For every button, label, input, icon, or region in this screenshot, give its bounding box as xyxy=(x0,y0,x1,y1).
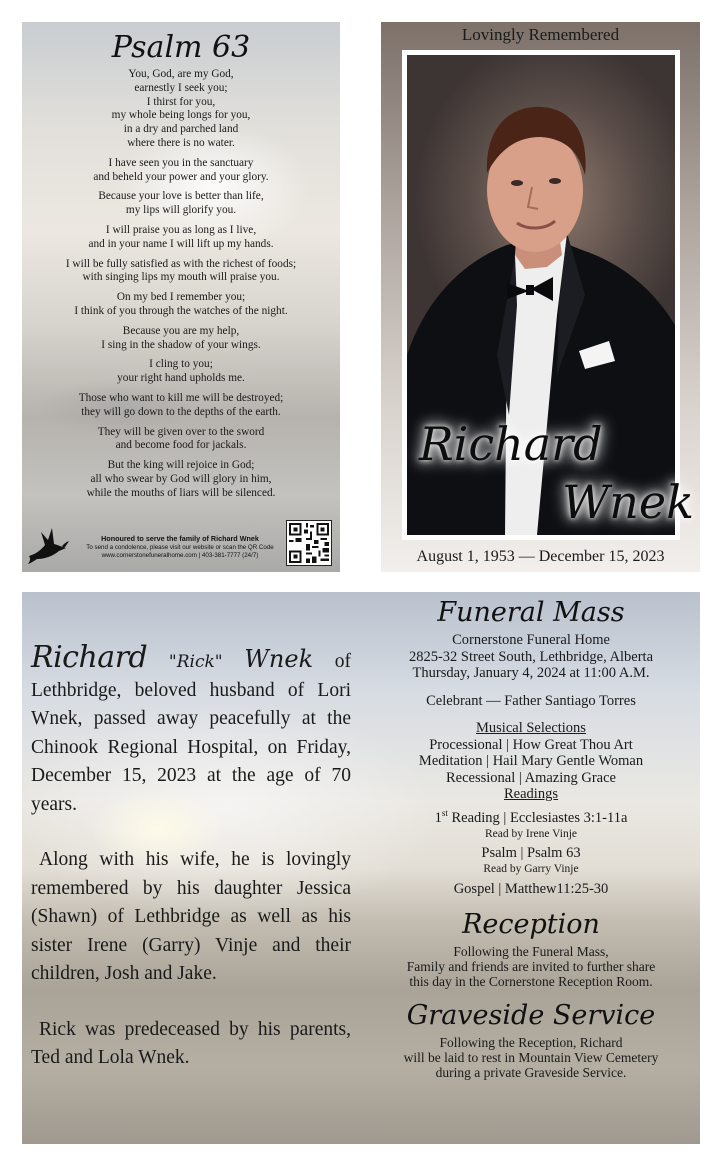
psalm-line: and in your name I will lift up my hands. xyxy=(88,237,274,250)
photo-card xyxy=(381,22,700,572)
psalm-line: Because you are my help, xyxy=(122,324,240,337)
psalm-stanza xyxy=(28,68,334,151)
psalm-line: I think of you through the watches of the night. xyxy=(74,304,288,317)
portrait-photo xyxy=(407,55,695,535)
psalm-line: I sing in the shadow of your wings. xyxy=(101,338,261,351)
psalm-stanza xyxy=(28,392,334,420)
psalm-line: But the king will rejoice in God; xyxy=(107,459,255,472)
psalm-line: I will praise you as long as I live, xyxy=(105,223,257,236)
processional: Processional | How Great Thou Art xyxy=(429,736,633,753)
meditation: Meditation | Hail Mary Gentle Woman xyxy=(418,753,644,769)
gospel-reading: Gospel | Matthew11:25-30 xyxy=(453,881,609,898)
psalm-stanza xyxy=(28,459,334,500)
psalm-line: earnestly I seek you; xyxy=(134,81,228,94)
life-dates: August 1, 1953 — December 15, 2023 xyxy=(416,548,665,565)
psalm-line: all who swear by God will glory in him, xyxy=(90,472,272,485)
funeral-home-credit xyxy=(74,535,286,560)
recessional: Recessional | Amazing Grace xyxy=(446,769,616,786)
first-reading xyxy=(372,805,690,826)
psalm-line: my whole being longs for you, xyxy=(111,109,251,122)
psalm-line: in a dry and parched land xyxy=(123,123,239,136)
psalm-card xyxy=(22,22,340,572)
funeral-mass-heading: Funeral Mass xyxy=(437,597,625,628)
psalm-stanza xyxy=(28,325,334,353)
psalm-reading-reader: Read by Garry Vinje xyxy=(483,863,579,876)
first-reading-reader: Read by Irene Vinje xyxy=(484,827,578,840)
psalm-line: You, God, are my God, xyxy=(128,68,234,80)
psalm-stanza xyxy=(28,224,334,252)
psalm-line: and beheld your power and your glory. xyxy=(93,170,269,183)
reception-line: this day in the Cornerstone Reception Room. xyxy=(409,973,653,989)
name-last-script: Wnek xyxy=(562,475,695,529)
psalm-line: Because your love is better than life, xyxy=(98,190,264,203)
condolence-note: To send a condolence, please visit our website or scan the QR Code xyxy=(86,544,274,551)
obituary-text xyxy=(31,640,351,1100)
psalm-line: they will go down to the depths of the earth. xyxy=(81,405,281,418)
psalm-line: They will be given over to the sword xyxy=(97,425,265,438)
name-first-script: Richard xyxy=(419,417,603,471)
readings-heading: Readings xyxy=(504,786,558,802)
address: 2825-32 Street South, Lethbridge, Alberta xyxy=(408,648,654,665)
honour-title: Honoured to serve the family of Richard Wnek xyxy=(101,534,259,543)
psalm-line: I will be fully satisfied as with the richest of foods; xyxy=(65,257,297,270)
contact-line: www.cornerstonefuneralhome.com | 403-381-7777 (24/7) xyxy=(101,552,259,559)
first-reading-ordinal: 1 xyxy=(434,809,442,826)
service-details xyxy=(372,594,690,1080)
service-datetime: Thursday, January 4, 2024 at 11:00 A.M. xyxy=(412,665,650,681)
reception-line: Family and friends are invited to further share xyxy=(406,958,656,974)
graveside-line: Following the Reception, Richard xyxy=(439,1034,623,1050)
psalm-title: Psalm 63 xyxy=(111,30,251,65)
obituary-surname: Wnek xyxy=(244,645,314,673)
psalm-stanza xyxy=(28,190,334,218)
graveside-line: will be laid to rest in Mountain View Cemetery xyxy=(403,1049,659,1065)
obituary-intro: of Lethbridge, beloved husband of Lori Wnek, passed away peacefully at the Chinook Regional Hospital, on Friday, December 15, 2023 at the age of 70 years. xyxy=(31,651,351,815)
psalm-line: while the mouths of liars will be silenced. xyxy=(86,486,276,499)
reception-heading: Reception xyxy=(462,908,600,940)
lovingly-remembered-heading: Lovingly Remembered xyxy=(461,25,620,44)
dove-icon xyxy=(26,526,70,566)
psalm-line: my lips will glorify you. xyxy=(125,204,237,217)
venue: Cornerstone Funeral Home xyxy=(452,632,610,648)
psalm-stanza xyxy=(28,358,334,386)
psalm-line: I cling to you; xyxy=(149,358,213,371)
obituary-paragraph: Along with his wife, he is lovingly remembered by his daughter Jessica (Shawn) of Lethbridge as well as his sister Irene (Garry) Vinje and their children, Josh and Jake. xyxy=(31,849,351,984)
graveside-line: during a private Graveside Service. xyxy=(435,1064,627,1080)
psalm-line: where there is no water. xyxy=(127,136,235,149)
first-reading-text: Reading | Ecclesiastes 3:1-11a xyxy=(447,809,628,826)
musical-selections-heading: Musical Selections xyxy=(476,720,586,736)
psalm-line: On my bed I remember you; xyxy=(116,291,246,304)
psalm-stanza xyxy=(28,426,334,454)
qr-code-icon[interactable] xyxy=(286,520,332,566)
psalm-line: I have seen you in the sanctuary xyxy=(108,156,254,169)
obituary-paragraph xyxy=(31,640,351,819)
psalm-line: with singing lips my mouth will praise you. xyxy=(82,271,280,284)
psalm-stanza xyxy=(28,291,334,319)
psalm-line: I thirst for you, xyxy=(146,95,216,108)
psalm-line: Those who want to kill me will be destroyed; xyxy=(78,391,284,404)
graveside-heading: Graveside Service xyxy=(406,999,656,1031)
reception-line: Following the Funeral Mass, xyxy=(453,943,609,959)
psalm-stanza xyxy=(28,157,334,185)
obituary-paragraph: Rick was predeceased by his parents, Ted and Lola Wnek. xyxy=(31,1018,351,1068)
inside-spread xyxy=(22,592,700,1144)
psalm-line: and become food for jackals. xyxy=(115,439,247,452)
celebrant: Celebrant — Father Santiago Torres xyxy=(426,692,636,709)
obituary-name: Richard xyxy=(31,640,148,675)
obituary-nickname: "Rick" xyxy=(168,652,223,672)
first-reading-suffix: st xyxy=(441,807,448,818)
psalm-text xyxy=(28,68,334,507)
psalm-stanza xyxy=(28,258,334,286)
photo-frame xyxy=(402,50,695,540)
psalm-line: your right hand upholds me. xyxy=(117,372,245,385)
psalm-reading: Psalm | Psalm 63 xyxy=(481,844,581,861)
